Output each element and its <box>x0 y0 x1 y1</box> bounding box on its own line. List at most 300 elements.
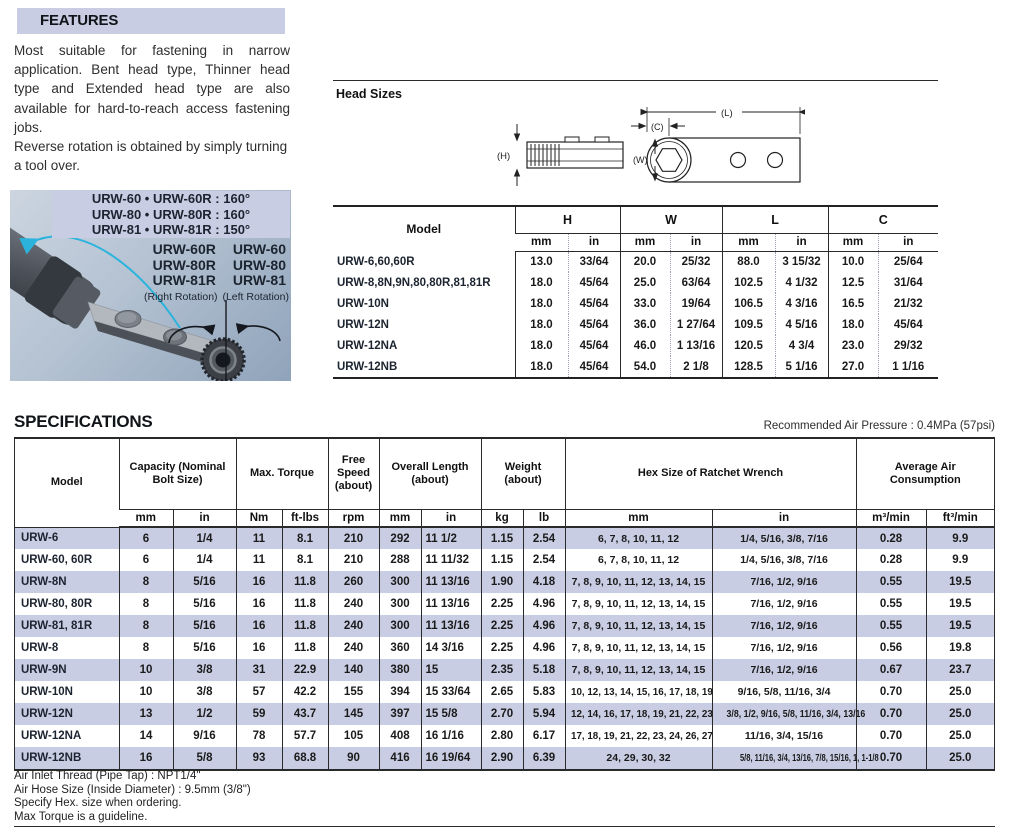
cell: 0.55 <box>856 571 926 593</box>
table-row <box>15 725 994 747</box>
cell: 1/2 <box>173 703 236 725</box>
cell: 0.28 <box>856 527 926 549</box>
model-cell: URW-9N <box>21 664 67 676</box>
cell: 11 13/16 <box>425 620 470 632</box>
model-cell: URW-8 <box>21 642 59 654</box>
cell: 68.8 <box>282 747 328 769</box>
rotation-captions <box>142 291 289 303</box>
cell: 292 <box>379 527 421 549</box>
cell: 408 <box>379 725 421 747</box>
unit-ft3min: ft³/min <box>926 509 994 527</box>
cell: 78 <box>236 725 282 747</box>
cell: 33.0 <box>620 293 670 314</box>
cell: 3/8 <box>173 681 236 703</box>
cell: 11.8 <box>282 637 328 659</box>
cell: 300 <box>379 593 421 615</box>
note-line: Air Inlet Thread (Pipe Tap) : NPT1/4" <box>14 770 201 782</box>
head-dimensions-diagram <box>495 98 805 198</box>
table-row <box>333 314 938 335</box>
cell: 120.5 <box>722 335 775 356</box>
cell: 140 <box>328 659 379 681</box>
cell: 6.17 <box>523 725 565 747</box>
cell: 18.0 <box>515 272 568 293</box>
cell: 8 <box>119 593 173 615</box>
note-line: Air Hose Size (Inside Diameter) : 9.5mm (3/8") <box>14 783 251 796</box>
dim-label-w: (W) <box>633 155 648 165</box>
model-cell: URW-12N <box>21 708 73 720</box>
cell: 8.1 <box>282 527 328 549</box>
cell: 2.54 <box>523 549 565 571</box>
cell: 88.0 <box>722 251 775 272</box>
head-col-c: C <box>828 207 938 233</box>
right-rotation-caption: (Right Rotation) <box>144 291 218 303</box>
cell: 59 <box>236 703 282 725</box>
unit-mm: mm <box>565 509 712 527</box>
cell: 5.83 <box>523 681 565 703</box>
cell: 109.5 <box>722 314 775 335</box>
unit-in: in <box>775 233 828 251</box>
cell: 5 1/16 <box>775 356 828 377</box>
cell: 240 <box>328 593 379 615</box>
cell: 397 <box>379 703 421 725</box>
cell: 27.0 <box>828 356 878 377</box>
spec-col-capacity: Capacity (Nominal Bolt Size) <box>119 439 236 509</box>
features-paragraph-1: Most suitable for fastening in narrow application. Bent head type, Thinner head type and Extended head type are also available for hard-to-reach access fastening jobs. <box>14 43 290 135</box>
footnotes <box>14 770 251 824</box>
cell: 25/64 <box>878 251 938 272</box>
cell: 16 <box>236 615 282 637</box>
left-rotation-caption: (Left Rotation) <box>222 291 289 303</box>
cell: 2.54 <box>523 527 565 549</box>
features-text <box>14 41 290 175</box>
cell: 43.7 <box>282 703 328 725</box>
cell: 11 13/16 <box>425 576 470 588</box>
cell: 0.56 <box>856 637 926 659</box>
cell: 15 33/64 <box>425 686 471 698</box>
cell: 2.25 <box>481 637 523 659</box>
model-name-columns <box>153 242 286 289</box>
cell: 260 <box>328 571 379 593</box>
product-photo <box>10 190 291 381</box>
model-name: URW-60 <box>232 241 286 257</box>
cell: 11 1/2 <box>425 532 457 545</box>
cell: 23.0 <box>828 335 878 356</box>
hex-in-cell: 7/16, 1/2, 9/16 <box>750 642 818 654</box>
cell: 0.55 <box>856 593 926 615</box>
model-cell: URW-60, 60R <box>21 554 93 566</box>
cell: 288 <box>379 549 421 571</box>
table-row <box>333 272 938 293</box>
cell: 54.0 <box>620 356 670 377</box>
unit-in: in <box>878 233 938 251</box>
cell: 155 <box>328 681 379 703</box>
hex-mm-cell: 24, 29, 30, 32 <box>606 752 671 764</box>
cell: 18.0 <box>515 293 568 314</box>
cell: 19/64 <box>670 293 722 314</box>
cell: 0.70 <box>856 681 926 703</box>
cell: 1 27/64 <box>670 314 722 335</box>
hex-mm-cell: 10, 12, 13, 14, 15, 16, 17, 18, 19 <box>570 686 713 698</box>
cell: 20.0 <box>620 251 670 272</box>
hex-mm-cell: 7, 8, 9, 10, 11, 12, 13, 14, 15 <box>571 664 706 676</box>
cell: 2.25 <box>481 593 523 615</box>
features-paragraph-2: Reverse rotation is obtained by simply turning a tool over. <box>14 139 288 174</box>
cell: 13.0 <box>515 251 568 272</box>
cell: 4 5/16 <box>775 314 828 335</box>
cell: 5/16 <box>173 593 236 615</box>
cell: 14 <box>119 725 173 747</box>
cell: 57 <box>236 681 282 703</box>
table-row <box>15 527 994 549</box>
cell: 1 13/16 <box>670 335 722 356</box>
cell: 16 <box>119 747 173 769</box>
angle-label: URW-60 • URW-60R : 160° <box>91 191 251 207</box>
cell: 2.65 <box>481 681 523 703</box>
cell: 1.15 <box>481 527 523 549</box>
model-angle-label-box <box>52 191 290 238</box>
unit-in: in <box>421 509 481 527</box>
cell: 19.8 <box>926 637 994 659</box>
cell: 0.70 <box>856 747 926 769</box>
specifications-title: SPECIFICATIONS <box>14 412 153 431</box>
unit-mm: mm <box>620 233 670 251</box>
hex-mm-cell: 17, 18, 19, 21, 22, 23, 24, 26, 27 <box>570 730 713 742</box>
cell: 8 <box>119 637 173 659</box>
cell: 11.8 <box>282 593 328 615</box>
cell: 16 <box>236 637 282 659</box>
head-col-model: Model <box>406 222 442 236</box>
cell: 45/64 <box>568 356 620 377</box>
unit-in: in <box>670 233 722 251</box>
unit-kg: kg <box>481 509 523 527</box>
unit-mm: mm <box>828 233 878 251</box>
hex-mm-cell: 12, 14, 16, 17, 18, 19, 21, 22, 23 <box>570 708 713 720</box>
hex-mm-cell: 6, 7, 8, 10, 11, 12 <box>597 532 680 545</box>
cell: 8 <box>119 571 173 593</box>
specifications-table-wrap <box>14 437 995 771</box>
hex-mm-cell: 7, 8, 9, 10, 11, 12, 13, 14, 15 <box>571 620 706 632</box>
cell: 46.0 <box>620 335 670 356</box>
cell: 6.39 <box>523 747 565 769</box>
table-row <box>15 747 994 769</box>
cell: 5/16 <box>173 637 236 659</box>
cell: 5.94 <box>523 703 565 725</box>
cell: 11 <box>236 527 282 549</box>
bottom-rule <box>14 826 995 827</box>
cell: 380 <box>379 659 421 681</box>
ratchet-head <box>202 339 244 381</box>
cell: 25.0 <box>926 725 994 747</box>
model-cell: URW-10N <box>21 686 73 698</box>
table-row <box>333 293 938 314</box>
head-sizes-title: Head Sizes <box>336 87 403 101</box>
cell: 25/32 <box>670 251 722 272</box>
cell: 23.7 <box>926 659 994 681</box>
section-divider-rule <box>333 80 938 81</box>
cell: 3 15/32 <box>775 251 828 272</box>
unit-nm: Nm <box>236 509 282 527</box>
cell: 31 <box>236 659 282 681</box>
head-col-h: H <box>515 207 620 233</box>
cell: 5/16 <box>173 571 236 593</box>
table-row <box>15 637 994 659</box>
spec-col-weight: Weight (about) <box>481 439 565 509</box>
cell: 14 3/16 <box>425 642 464 654</box>
cell: 29/32 <box>878 335 938 356</box>
cell: 9/16 <box>173 725 236 747</box>
hex-in-cell: 7/16, 1/2, 9/16 <box>750 598 818 610</box>
cell: 0.67 <box>856 659 926 681</box>
cell: 240 <box>328 615 379 637</box>
table-row <box>15 593 994 615</box>
cell: 6 <box>119 527 173 549</box>
table-row <box>15 681 994 703</box>
table-row <box>15 615 994 637</box>
cell: 45/64 <box>568 272 620 293</box>
cell: 45/64 <box>878 314 938 335</box>
cell: 145 <box>328 703 379 725</box>
note-line: Max Torque is a guideline. <box>14 810 148 823</box>
hex-mm-cell: 7, 8, 9, 10, 11, 12, 13, 14, 15 <box>571 598 706 610</box>
model-cell: URW-12NA <box>337 339 398 352</box>
cell: 11 11/32 <box>425 554 470 566</box>
cell: 10.0 <box>828 251 878 272</box>
cell: 25.0 <box>926 681 994 703</box>
hex-in-cell: 3/8, 1/2, 9/16, 5/8, 11/16, 3/4, 13/16 <box>726 708 865 720</box>
specifications-table <box>15 439 994 769</box>
cell: 360 <box>379 637 421 659</box>
model-cell: URW-81, 81R <box>21 620 93 632</box>
cell: 4 1/32 <box>775 272 828 293</box>
cell: 15 5/8 <box>425 708 458 720</box>
unit-mm: mm <box>379 509 421 527</box>
cell: 5.18 <box>523 659 565 681</box>
model-name: URW-60R <box>152 241 216 257</box>
head-sizes-table <box>333 207 938 377</box>
cell: 90 <box>328 747 379 769</box>
unit-rpm: rpm <box>328 509 379 527</box>
head-sizes-table-wrap <box>333 205 938 379</box>
cell: 2.80 <box>481 725 523 747</box>
cell: 8 <box>119 615 173 637</box>
cell: 9.9 <box>926 549 994 571</box>
dim-label-c: (C) <box>651 122 664 132</box>
cell: 25.0 <box>620 272 670 293</box>
cell: 9.9 <box>926 527 994 549</box>
model-cell: URW-12NB <box>337 360 398 373</box>
model-cell: URW-10N <box>337 297 389 310</box>
cell: 10 <box>119 681 173 703</box>
table-row <box>15 659 994 681</box>
hex-in-cell: 7/16, 1/2, 9/16 <box>750 664 818 676</box>
cell: 25.0 <box>926 747 994 769</box>
cell: 10 <box>119 659 173 681</box>
unit-m3min: m³/min <box>856 509 926 527</box>
cell: 0.28 <box>856 549 926 571</box>
cell: 18.0 <box>828 314 878 335</box>
hex-in-cell: 11/16, 3/4, 15/16 <box>744 730 824 742</box>
cell: 19.5 <box>926 615 994 637</box>
cell: 4.96 <box>523 637 565 659</box>
hex-in-cell: 1/4, 5/16, 3/8, 7/16 <box>740 532 828 545</box>
features-title: FEATURES <box>40 12 119 29</box>
cell: 240 <box>328 637 379 659</box>
cell: 4.96 <box>523 593 565 615</box>
cell: 18.0 <box>515 335 568 356</box>
unit-mm: mm <box>722 233 775 251</box>
cell: 25.0 <box>926 703 994 725</box>
model-cell: URW-8N <box>21 576 67 588</box>
cell: 300 <box>379 571 421 593</box>
dim-label-l: (L) <box>721 108 733 119</box>
cell: 63/64 <box>670 272 722 293</box>
spec-col-max-torque: Max. Torque <box>236 439 328 509</box>
model-name: URW-80R <box>152 256 216 273</box>
cell: 93 <box>236 747 282 769</box>
model-cell: URW-80, 80R <box>21 598 93 610</box>
cell: 210 <box>328 527 379 549</box>
angle-label: URW-81 • URW-81R : 150° <box>91 222 251 238</box>
table-row <box>333 335 938 356</box>
cell: 300 <box>379 615 421 637</box>
cell: 11.8 <box>282 571 328 593</box>
features-header-bar <box>17 8 285 34</box>
cell: 2 1/8 <box>670 356 722 377</box>
unit-in: in <box>173 509 236 527</box>
cell: 16 1/16 <box>425 730 464 742</box>
model-name: URW-81 <box>232 272 286 288</box>
cell: 6 <box>119 549 173 571</box>
cell: 2.70 <box>481 703 523 725</box>
cell: 11 <box>236 549 282 571</box>
cell: 1 1/16 <box>878 356 938 377</box>
cell: 36.0 <box>620 314 670 335</box>
hex-in-cell: 5/8, 11/16, 3/4, 13/16, 7/8, 15/16, 1, 1-1/8 <box>739 752 879 764</box>
spec-col-hex-size: Hex Size of Ratchet Wrench <box>565 439 856 509</box>
cell: 18.0 <box>515 314 568 335</box>
tool-head-arm <box>88 302 220 367</box>
cell: 45/64 <box>568 335 620 356</box>
cell: 21/32 <box>878 293 938 314</box>
left-rotation-arrow <box>244 326 280 341</box>
unit-in: in <box>712 509 856 527</box>
cell: 394 <box>379 681 421 703</box>
angle-label: URW-80 • URW-80R : 160° <box>91 206 251 222</box>
model-name: URW-81R <box>152 272 216 288</box>
hex-mm-cell: 6, 7, 8, 10, 11, 12 <box>597 554 680 566</box>
cell: 13 <box>119 703 173 725</box>
cell: 4 3/16 <box>775 293 828 314</box>
right-rotation-models <box>153 242 216 289</box>
model-cell: URW-12N <box>337 318 389 331</box>
head-col-w: W <box>620 207 722 233</box>
cell: 15 <box>425 664 439 676</box>
cell: 45/64 <box>568 293 620 314</box>
hex-in-cell: 7/16, 1/2, 9/16 <box>750 576 818 588</box>
hex-in-cell: 9/16, 5/8, 11/16, 3/4 <box>737 686 831 698</box>
model-cell: URW-6,60,60R <box>337 255 415 268</box>
spec-col-free-speed: Free Speed (about) <box>328 439 379 509</box>
dim-label-h: (H) <box>497 151 511 162</box>
hex-in-cell: 7/16, 1/2, 9/16 <box>750 620 818 632</box>
cell: 22.9 <box>282 659 328 681</box>
model-cell: URW-12NB <box>21 752 82 764</box>
spec-col-model: Model <box>15 439 119 527</box>
left-rotation-models <box>233 242 286 289</box>
cell: 105 <box>328 725 379 747</box>
cell: 57.7 <box>282 725 328 747</box>
model-cell: URW-12NA <box>21 730 82 742</box>
cell: 4.18 <box>523 571 565 593</box>
cell: 19.5 <box>926 593 994 615</box>
cell: 42.2 <box>282 681 328 703</box>
unit-in: in <box>568 233 620 251</box>
cell: 16 19/64 <box>425 752 471 764</box>
hex-mm-cell: 7, 8, 9, 10, 11, 12, 13, 14, 15 <box>571 642 706 654</box>
unit-lb: lb <box>523 509 565 527</box>
cell: 128.5 <box>722 356 775 377</box>
cell: 4 3/4 <box>775 335 828 356</box>
cell: 0.70 <box>856 703 926 725</box>
cell: 106.5 <box>722 293 775 314</box>
cell: 1/4 <box>173 527 236 549</box>
model-name: URW-80 <box>232 256 286 273</box>
unit-mm: mm <box>515 233 568 251</box>
cell: 5/8 <box>173 747 236 769</box>
unit-ftlbs: ft-lbs <box>282 509 328 527</box>
cell: 19.5 <box>926 571 994 593</box>
hex-mm-cell: 7, 8, 9, 10, 11, 12, 13, 14, 15 <box>571 576 706 588</box>
cell: 2.90 <box>481 747 523 769</box>
table-row <box>15 571 994 593</box>
table-row <box>333 251 938 272</box>
hex-in-cell: 1/4, 5/16, 3/8, 7/16 <box>740 554 828 566</box>
cell: 416 <box>379 747 421 769</box>
cell: 31/64 <box>878 272 938 293</box>
table-row <box>15 703 994 725</box>
cell: 2.25 <box>481 615 523 637</box>
cell: 5/16 <box>173 615 236 637</box>
table-row <box>333 356 938 377</box>
cell: 33/64 <box>568 251 620 272</box>
cell: 1.15 <box>481 549 523 571</box>
cell: 11.8 <box>282 615 328 637</box>
cell: 16 <box>236 593 282 615</box>
cell: 16.5 <box>828 293 878 314</box>
note-line: Specify Hex. size when ordering. <box>14 797 182 809</box>
cell: 18.0 <box>515 356 568 377</box>
cell: 11 13/16 <box>425 598 470 610</box>
cell: 16 <box>236 571 282 593</box>
model-cell: URW-6 <box>21 532 59 545</box>
cell: 0.70 <box>856 725 926 747</box>
model-cell: URW-8,8N,9N,80,80R,81,81R <box>337 276 491 289</box>
cell: 45/64 <box>568 314 620 335</box>
cell: 8.1 <box>282 549 328 571</box>
cell: 4.96 <box>523 615 565 637</box>
cell: 1.90 <box>481 571 523 593</box>
cell: 12.5 <box>828 272 878 293</box>
cell: 102.5 <box>722 272 775 293</box>
air-pressure-note: Recommended Air Pressure : 0.4MPa (57psi) <box>763 420 995 432</box>
spec-col-air-consumption: Average Air Consumption <box>856 439 994 509</box>
cell: 3/8 <box>173 659 236 681</box>
cell: 210 <box>328 549 379 571</box>
cell: 0.55 <box>856 615 926 637</box>
cell: 1/4 <box>173 549 236 571</box>
head-col-l: L <box>722 207 828 233</box>
unit-mm: mm <box>119 509 173 527</box>
